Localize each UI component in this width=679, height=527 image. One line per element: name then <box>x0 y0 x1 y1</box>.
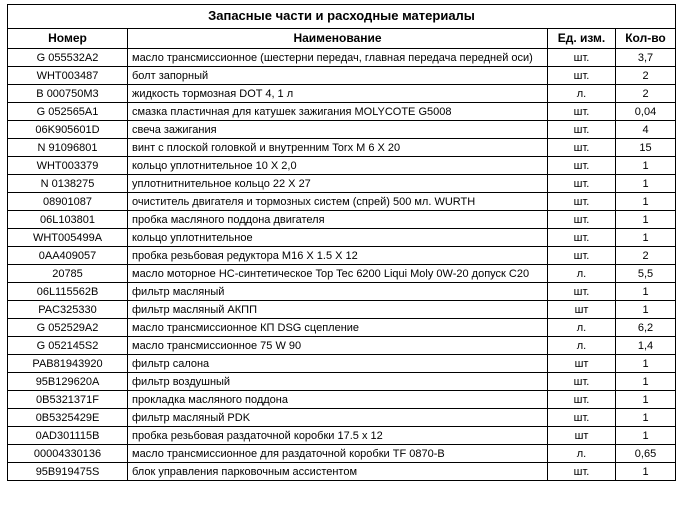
table-title: Запасные части и расходные материалы <box>8 5 676 29</box>
cell-name: свеча зажигания <box>128 121 548 139</box>
cell-qty: 1 <box>616 211 676 229</box>
cell-number: PAC325330 <box>8 301 128 319</box>
cell-unit: л. <box>548 265 616 283</box>
cell-number: 0B5325429E <box>8 409 128 427</box>
cell-number: WHT005499A <box>8 229 128 247</box>
column-header-unit: Ед. изм. <box>548 28 616 49</box>
cell-unit: л. <box>548 445 616 463</box>
cell-unit: шт. <box>548 139 616 157</box>
cell-qty: 1 <box>616 373 676 391</box>
table-row <box>8 427 676 445</box>
cell-qty: 3,7 <box>616 49 676 67</box>
cell-number: 06L103801 <box>8 211 128 229</box>
cell-number: 06K905601D <box>8 121 128 139</box>
cell-unit: шт. <box>548 103 616 121</box>
cell-unit: шт. <box>548 157 616 175</box>
cell-name: масло трансмиссионное для раздаточной коробки TF 0870-B <box>128 445 548 463</box>
table-row <box>8 391 676 409</box>
cell-number: 95B919475S <box>8 463 128 481</box>
cell-name: кольцо уплотнительное <box>128 229 548 247</box>
cell-number: 0AD301115B <box>8 427 128 445</box>
cell-unit: шт. <box>548 373 616 391</box>
table-row <box>8 211 676 229</box>
cell-qty: 15 <box>616 139 676 157</box>
cell-qty: 2 <box>616 247 676 265</box>
cell-unit: шт. <box>548 283 616 301</box>
cell-name: фильтр масляный PDK <box>128 409 548 427</box>
table-header-row <box>8 28 676 49</box>
table-row <box>8 301 676 319</box>
cell-number: WHT003487 <box>8 67 128 85</box>
cell-unit: шт. <box>548 67 616 85</box>
cell-qty: 5,5 <box>616 265 676 283</box>
cell-name: блок управления парковочным ассистентом <box>128 463 548 481</box>
cell-qty: 1 <box>616 463 676 481</box>
cell-unit: л. <box>548 337 616 355</box>
cell-unit: шт. <box>548 247 616 265</box>
cell-unit: шт. <box>548 193 616 211</box>
cell-number: G 055532A2 <box>8 49 128 67</box>
table-row <box>8 121 676 139</box>
table-row <box>8 229 676 247</box>
cell-number: B 000750M3 <box>8 85 128 103</box>
cell-name: уплотнитнительное кольцо 22 Х 27 <box>128 175 548 193</box>
cell-qty: 4 <box>616 121 676 139</box>
column-header-qty: Кол-во <box>616 28 676 49</box>
table-row <box>8 175 676 193</box>
cell-name: пробка масляного поддона двигателя <box>128 211 548 229</box>
cell-qty: 1 <box>616 391 676 409</box>
cell-name: жидкость тормозная DOT 4, 1 л <box>128 85 548 103</box>
cell-number: N 91096801 <box>8 139 128 157</box>
cell-qty: 6,2 <box>616 319 676 337</box>
cell-qty: 2 <box>616 85 676 103</box>
cell-name: масло моторное НС-синтетическое Top Tec 6200 Liqui Moly 0W-20 допуск С20 <box>128 265 548 283</box>
cell-name: болт запорный <box>128 67 548 85</box>
table-row <box>8 85 676 103</box>
cell-number: WHT003379 <box>8 157 128 175</box>
column-header-name: Наименование <box>128 28 548 49</box>
cell-qty: 0,04 <box>616 103 676 121</box>
cell-number: G 052529A2 <box>8 319 128 337</box>
table-row <box>8 355 676 373</box>
cell-unit: шт. <box>548 175 616 193</box>
table-row <box>8 247 676 265</box>
cell-name: масло трансмиссионное КП DSG сцепление <box>128 319 548 337</box>
table-title-row <box>8 5 676 29</box>
cell-unit: шт <box>548 355 616 373</box>
cell-unit: шт. <box>548 121 616 139</box>
cell-name: очиститель двигателя и тормозных систем (спрей) 500 мл. WURTH <box>128 193 548 211</box>
cell-unit: шт. <box>548 211 616 229</box>
table-row <box>8 283 676 301</box>
table-row <box>8 463 676 481</box>
cell-number: 0AA409057 <box>8 247 128 265</box>
table-row <box>8 193 676 211</box>
cell-name: пробка резьбовая редуктора M16 X 1.5 X 12 <box>128 247 548 265</box>
cell-number: G 052565A1 <box>8 103 128 121</box>
cell-qty: 1 <box>616 409 676 427</box>
cell-name: кольцо уплотнительное 10 Х 2,0 <box>128 157 548 175</box>
cell-name: масло трансмиссионное 75 W 90 <box>128 337 548 355</box>
parts-table <box>7 4 676 481</box>
table-row <box>8 265 676 283</box>
cell-qty: 1 <box>616 193 676 211</box>
cell-qty: 1 <box>616 283 676 301</box>
cell-number: 0B5321371F <box>8 391 128 409</box>
table-row <box>8 157 676 175</box>
table-row <box>8 373 676 391</box>
cell-name: винт с плоской головкой и внутренним Torx М 6 Х 20 <box>128 139 548 157</box>
table-row <box>8 445 676 463</box>
column-header-number: Номер <box>8 28 128 49</box>
cell-name: смазка пластичная для катушек зажигания MOLYCOTE G5008 <box>128 103 548 121</box>
table-body <box>8 49 676 481</box>
table-row <box>8 319 676 337</box>
cell-number: 95B129620A <box>8 373 128 391</box>
table-row <box>8 337 676 355</box>
cell-unit: шт. <box>548 49 616 67</box>
cell-qty: 1 <box>616 157 676 175</box>
cell-number: 20785 <box>8 265 128 283</box>
cell-number: PAB81943920 <box>8 355 128 373</box>
cell-number: 06L115562B <box>8 283 128 301</box>
cell-qty: 1 <box>616 355 676 373</box>
cell-qty: 1 <box>616 427 676 445</box>
table-row <box>8 139 676 157</box>
cell-name: фильтр масляный АКПП <box>128 301 548 319</box>
cell-qty: 0,65 <box>616 445 676 463</box>
table-row <box>8 103 676 121</box>
table-row <box>8 67 676 85</box>
cell-qty: 2 <box>616 67 676 85</box>
cell-name: пробка резьбовая раздаточной коробки 17.5 х 12 <box>128 427 548 445</box>
cell-number: N 0138275 <box>8 175 128 193</box>
cell-unit: шт <box>548 301 616 319</box>
cell-name: фильтр салона <box>128 355 548 373</box>
cell-unit: л. <box>548 319 616 337</box>
cell-name: масло трансмиссионное (шестерни передач, главная передача передней оси) <box>128 49 548 67</box>
cell-name: прокладка масляного поддона <box>128 391 548 409</box>
table-row <box>8 49 676 67</box>
cell-unit: шт. <box>548 463 616 481</box>
cell-qty: 1 <box>616 229 676 247</box>
cell-number: 00004330136 <box>8 445 128 463</box>
cell-unit: шт. <box>548 391 616 409</box>
cell-qty: 1 <box>616 301 676 319</box>
cell-unit: шт <box>548 427 616 445</box>
cell-name: фильтр масляный <box>128 283 548 301</box>
cell-name: фильтр воздушный <box>128 373 548 391</box>
cell-qty: 1,4 <box>616 337 676 355</box>
cell-unit: л. <box>548 85 616 103</box>
cell-unit: шт. <box>548 409 616 427</box>
cell-number: G 052145S2 <box>8 337 128 355</box>
table-row <box>8 409 676 427</box>
cell-qty: 1 <box>616 175 676 193</box>
cell-unit: шт. <box>548 229 616 247</box>
cell-number: 08901087 <box>8 193 128 211</box>
